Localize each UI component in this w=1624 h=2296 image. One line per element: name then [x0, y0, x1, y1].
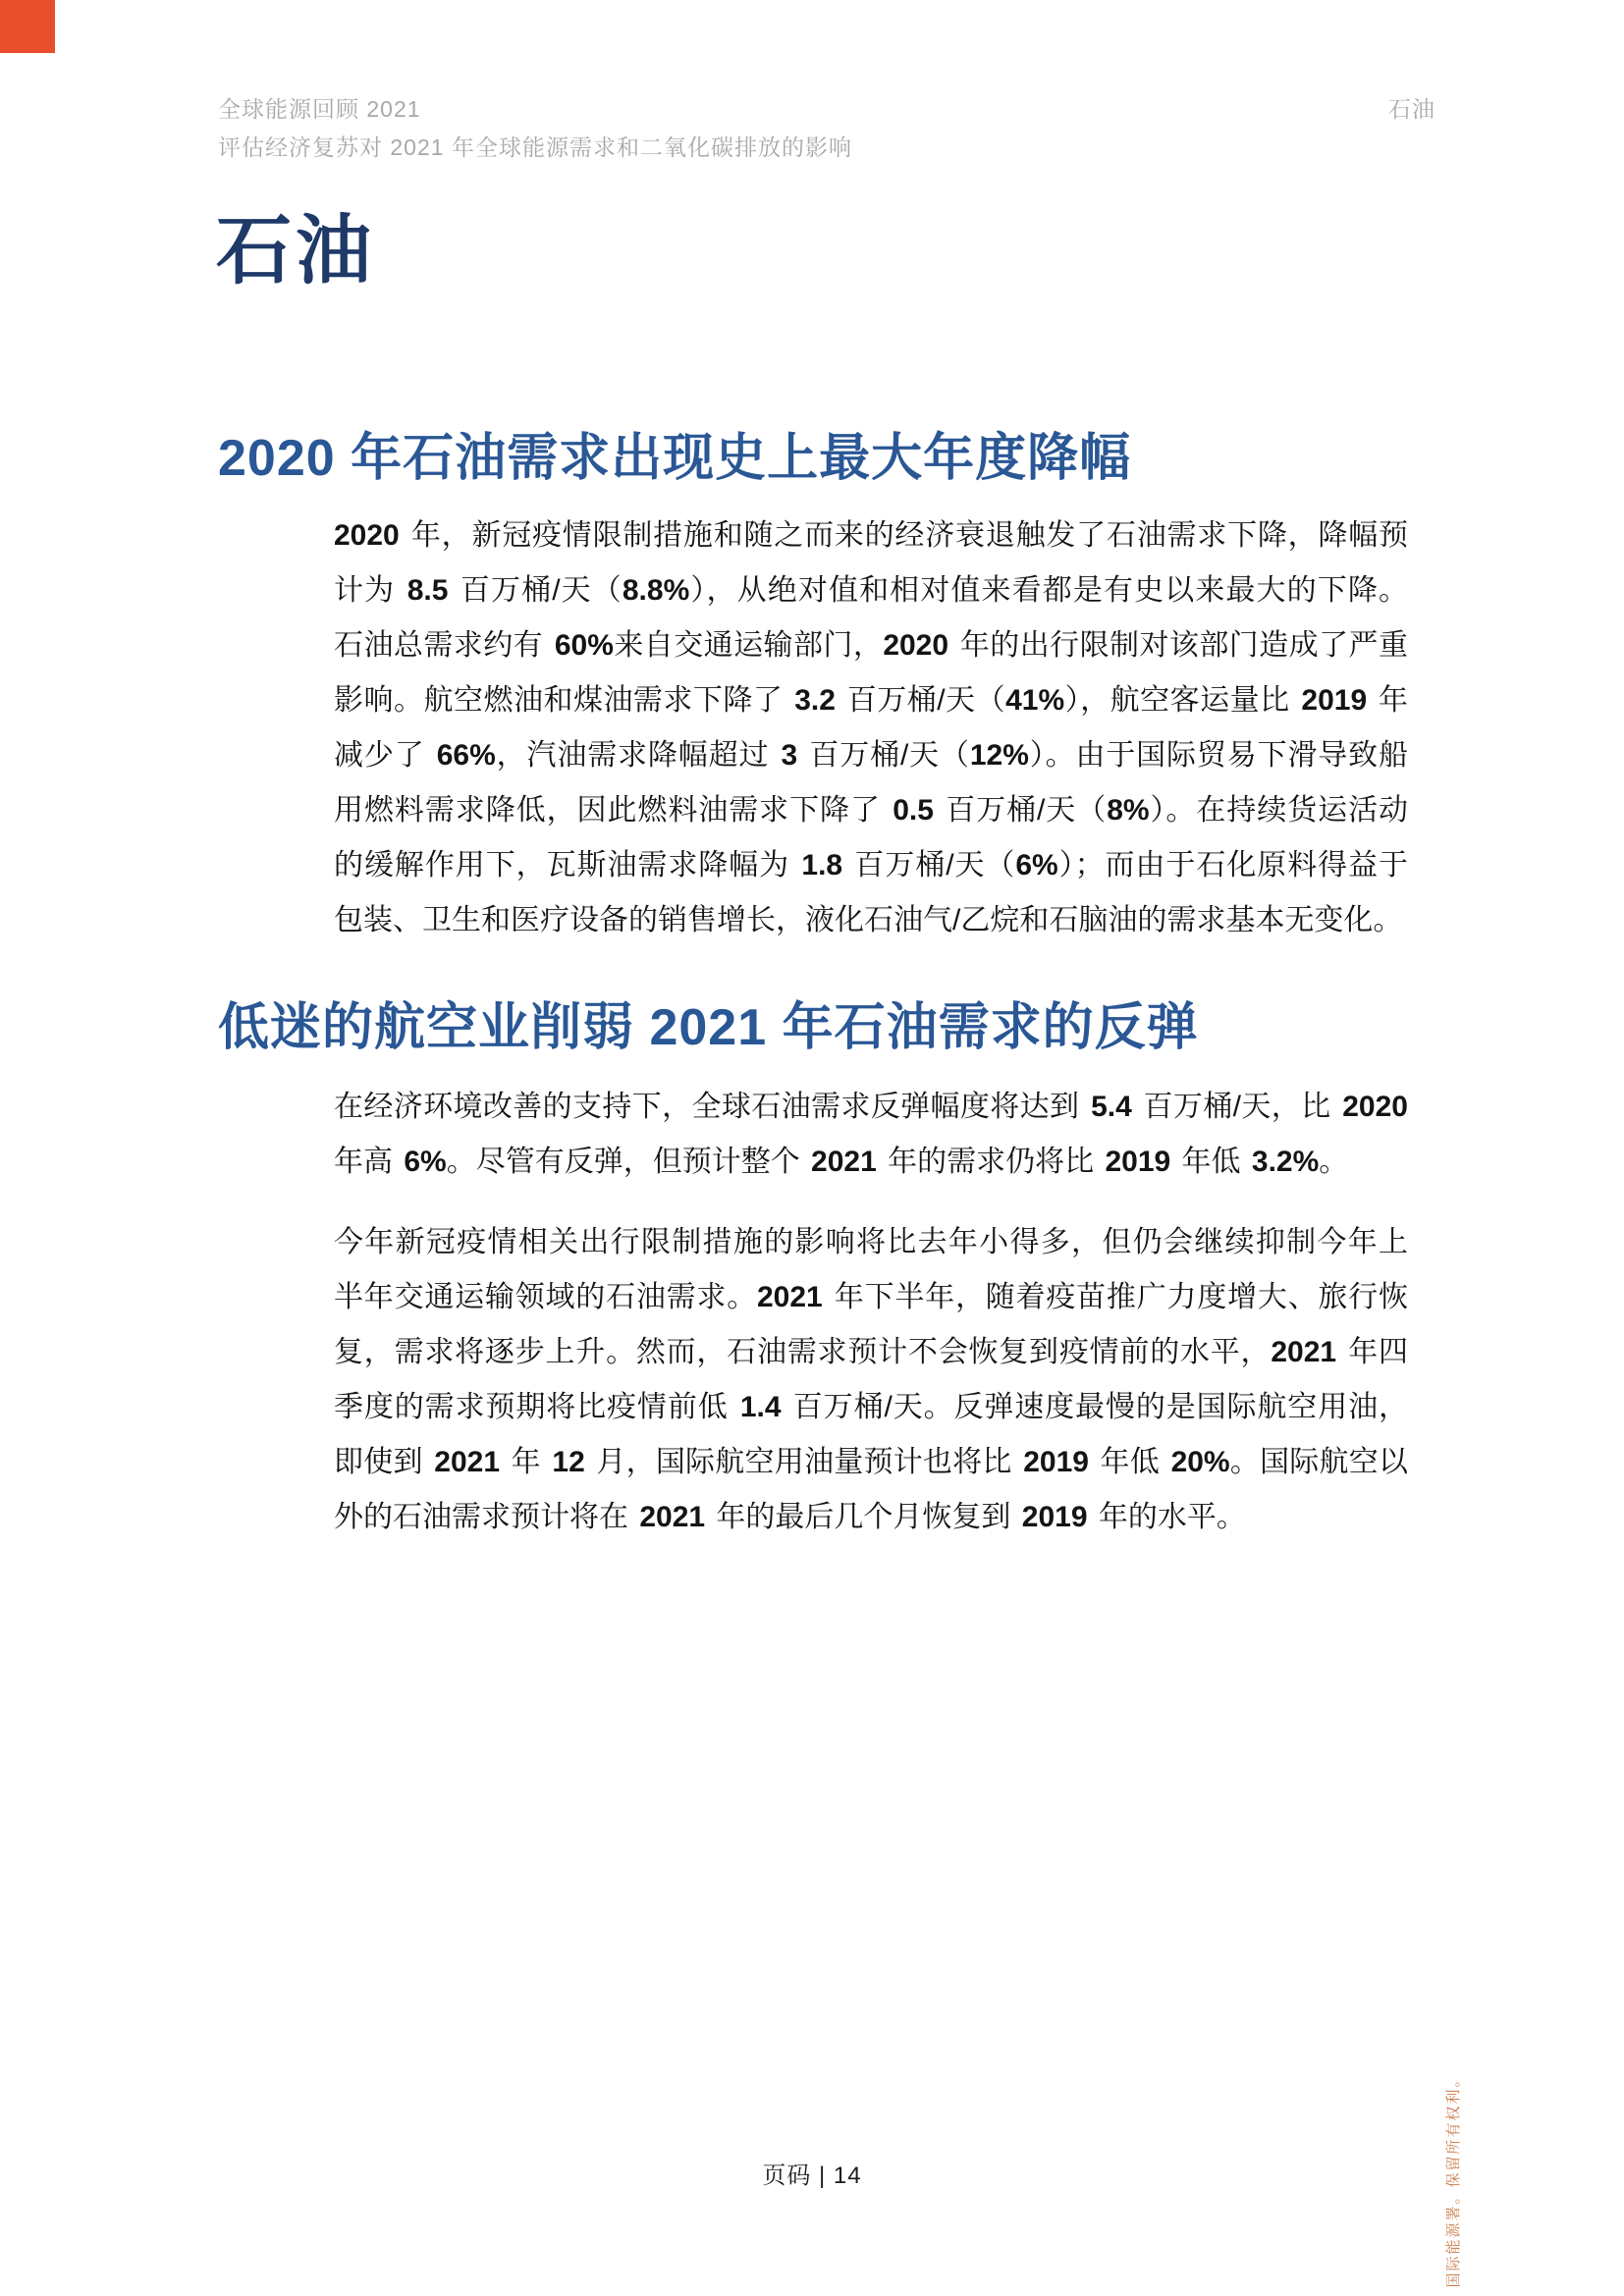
text-line: 影响。航空燃油和煤油需求下降了 3.2 百万桶/天（41%），航空客运量比 2019 年: [334, 684, 1408, 717]
text-line: 季度的需求预期将比疫情前低 1.4 百万桶/天。反弹速度最慢的是国际航空用油，: [334, 1391, 1408, 1423]
text-line: 计为 8.5 百万桶/天（8.8%），从绝对值和相对值来看都是有史以来最大的下降。: [334, 574, 1409, 607]
text-line: 今年新冠疫情相关出行限制措施的影响将比去年小得多，但仍会继续抑制今年上: [334, 1226, 1408, 1258]
text-line: 的缓解作用下，瓦斯油需求降幅为 1.8 百万桶/天（6%）；而由于石化原料得益于: [334, 849, 1409, 881]
page-title: 石油: [216, 209, 375, 294]
text-line: 用燃料需求降低，因此燃料油需求下降了 0.5 百万桶/天（8%）。在持续货运活动: [334, 794, 1409, 827]
text-line: 半年交通运输领域的石油需求。2021 年下半年，随着疫苗推广力度增大、旅行恢: [334, 1281, 1409, 1313]
running-header-chapter: 石油: [1388, 96, 1435, 122]
text-line: 外的石油需求预计将在 2021 年的最后几个月恢复到 2019 年的水平。: [334, 1501, 1246, 1533]
section-2-paragraph-2: [334, 1215, 1408, 1545]
text-line: 复，需求将逐步上升。然而，石油需求预计不会恢复到疫情前的水平，2021 年四: [334, 1336, 1408, 1368]
page-corner-accent: [0, 0, 55, 53]
section-1-paragraph-1: [334, 508, 1408, 948]
text-line: 减少了 66%，汽油需求降幅超过 3 百万桶/天（12%）。由于国际贸易下滑导致船: [334, 739, 1409, 772]
text-line: 石油总需求约有 60%来自交通运输部门，2020 年的出行限制对该部门造成了严重: [334, 629, 1408, 662]
section-heading-2: 低迷的航空业削弱 2021 年石油需求的反弹: [218, 999, 1199, 1056]
text-line: 在经济环境改善的支持下，全球石油需求反弹幅度将达到 5.4 百万桶/天，比 2020: [334, 1091, 1408, 1123]
text-line: 2020 年，新冠疫情限制措施和随之而来的经济衰退触发了石油需求下降，降幅预: [334, 519, 1408, 552]
text-line: 包装、卫生和医疗设备的销售增长，液化石油气/乙烷和石脑油的需求基本无变化。: [334, 904, 1403, 936]
section-heading-1: 2020 年石油需求出现史上最大年度降幅: [218, 430, 1132, 487]
report-subtitle: 评估经济复苏对 2021 年全球能源需求和二氧化碳排放的影响: [218, 134, 852, 160]
report-title: 全球能源回顾 2021: [218, 96, 421, 122]
text-line: 即使到 2021 年 12 月，国际航空用油量预计也将比 2019 年低 20%。国际航空以: [334, 1446, 1409, 1478]
running-header-left: [218, 90, 852, 167]
copyright-sidenote: 国际能源署。保留所有权利。: [1445, 2070, 1462, 2288]
section-2-paragraph-1: [334, 1080, 1408, 1190]
page-number: 页码 | 14: [762, 2163, 862, 2189]
text-line: 年高 6%。尽管有反弹，但预计整个 2021 年的需求仍将比 2019 年低 3.2%。: [334, 1146, 1349, 1178]
